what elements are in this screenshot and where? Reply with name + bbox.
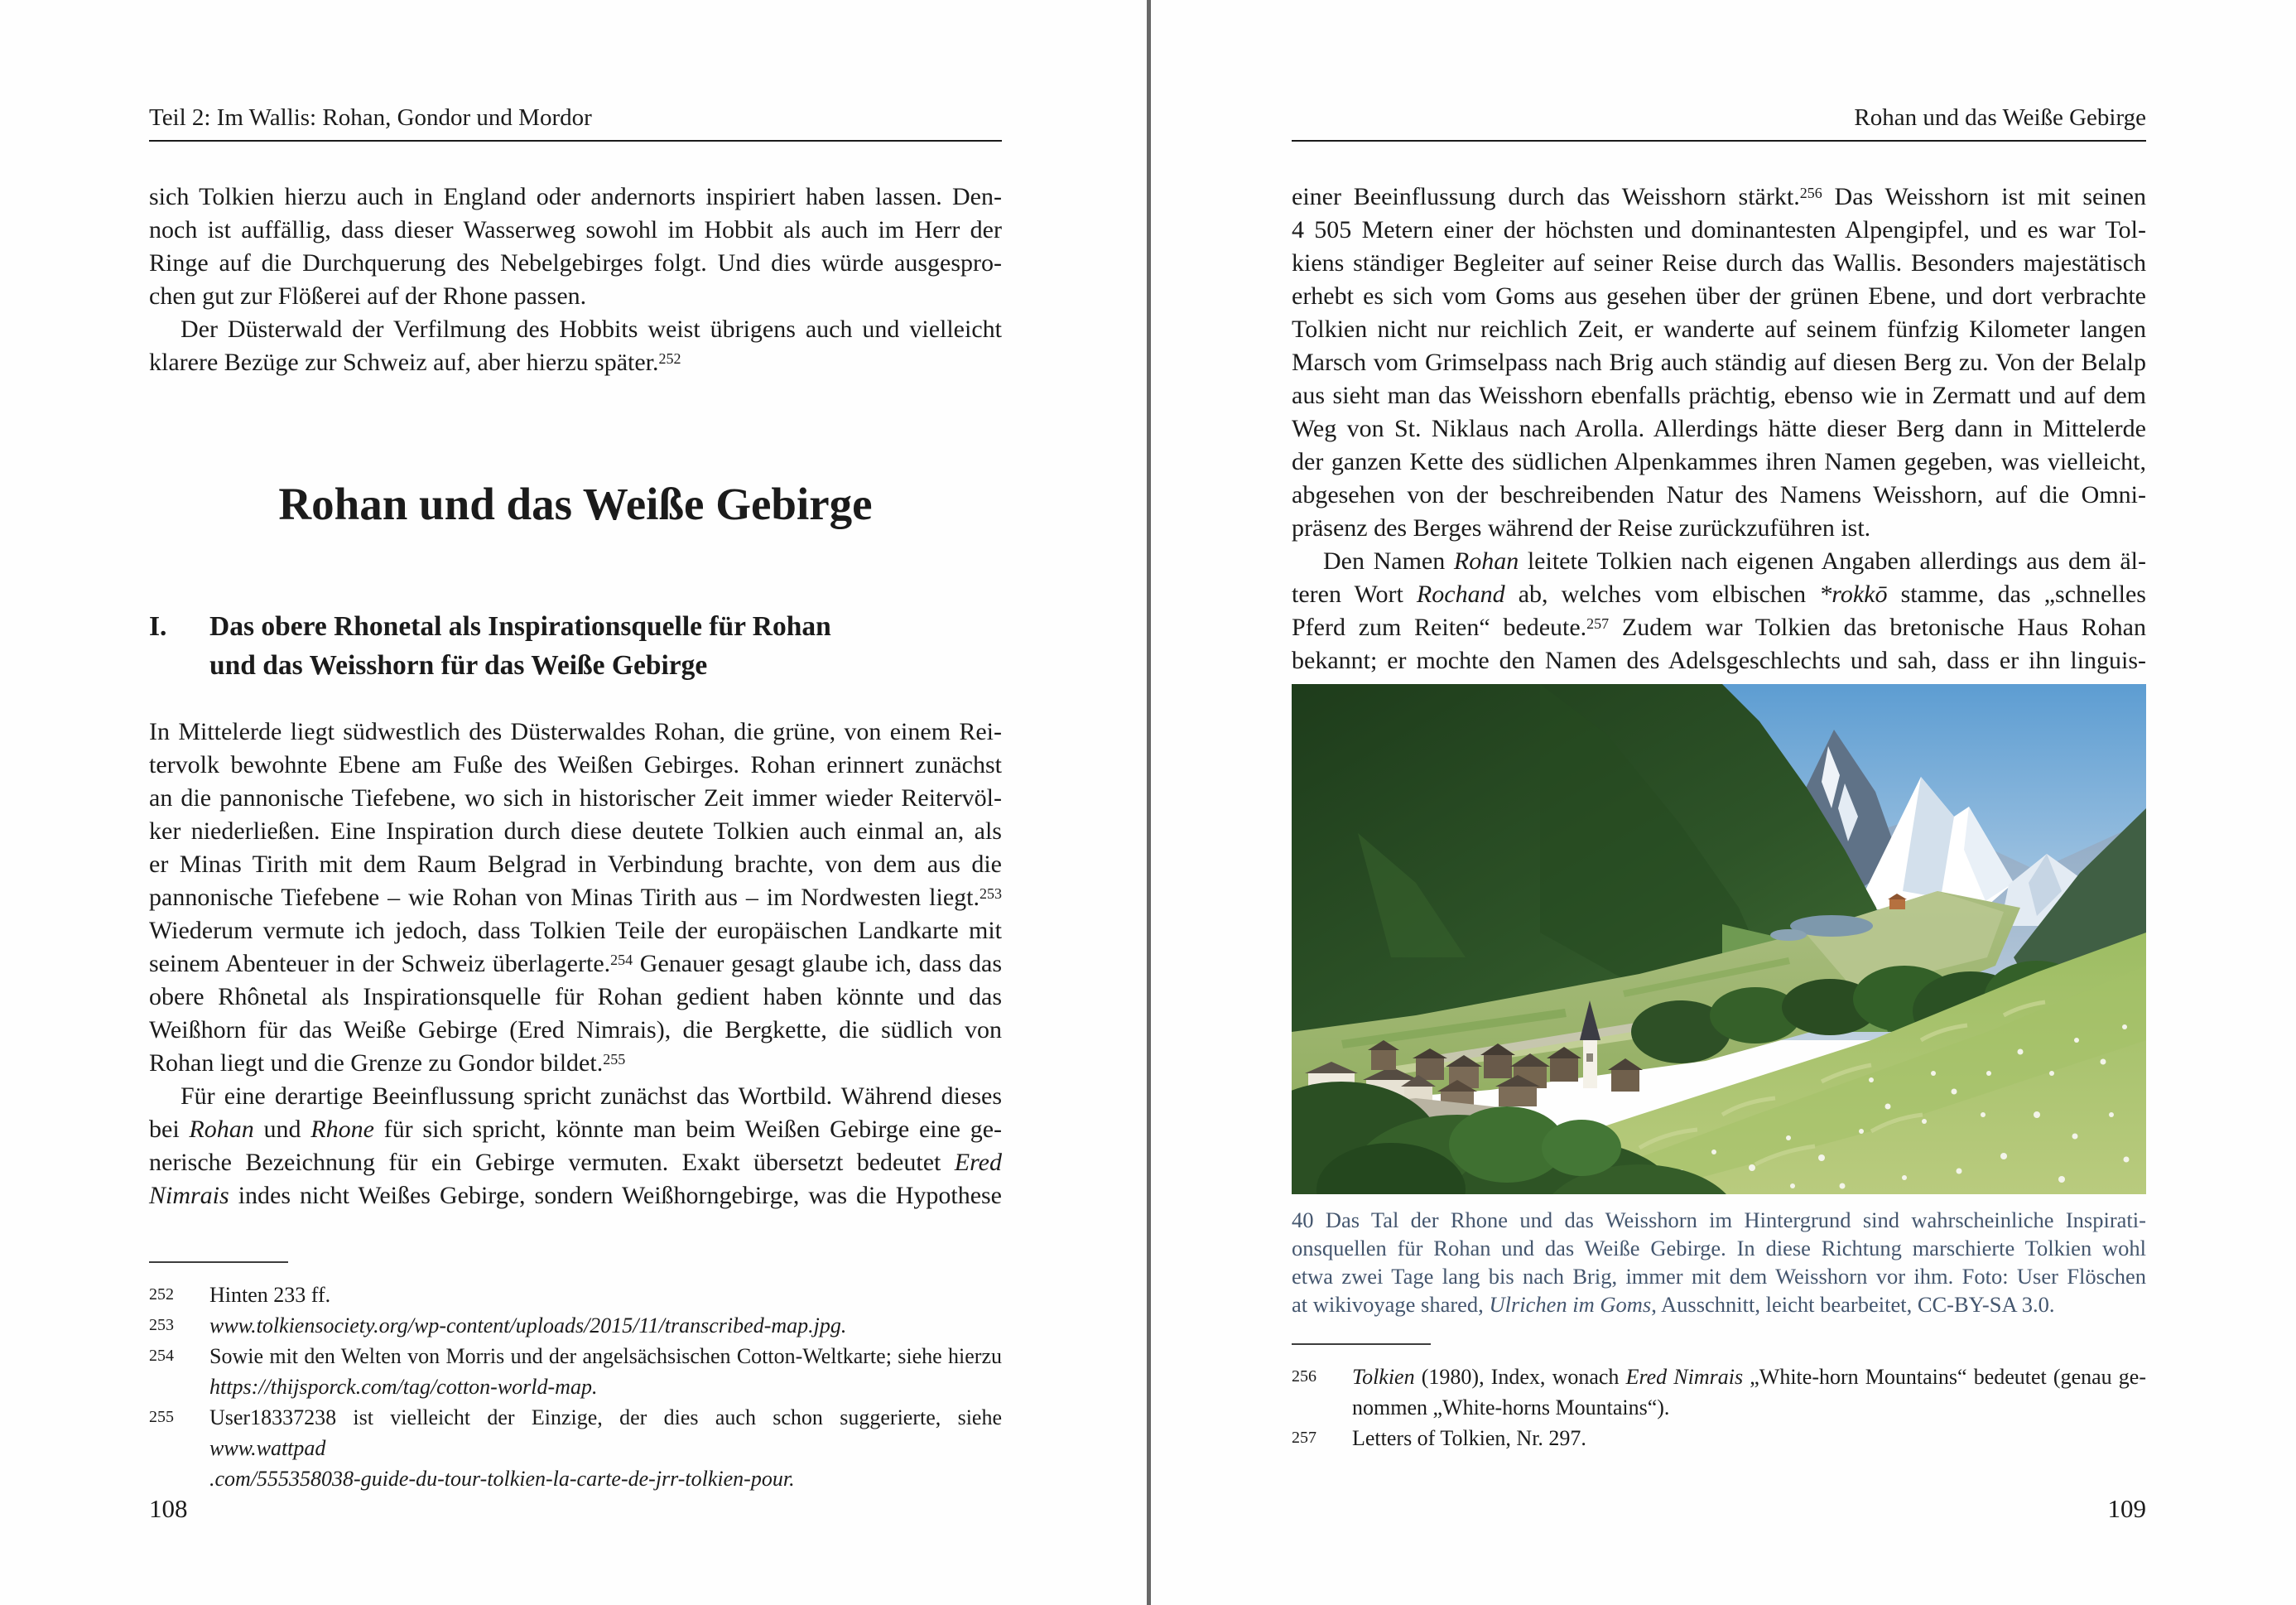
text-line: seinem Abenteuer in der Schweiz überlagerte.$^{254}$ Genauer gesagt glaube ich, dass das bbox=[149, 950, 1002, 977]
text-line: Weg von St. Niklaus nach Arolla. Allerdings hätte dieser Berg dann in Mittelerde bbox=[1292, 415, 2146, 442]
footnote-text bbox=[209, 1402, 1002, 1494]
section-heading bbox=[149, 607, 1002, 685]
text-line: pannonische Tiefebene – wie Rohan von Minas Tirith aus – im Nordwesten liegt.$^{253}$ bbox=[149, 884, 1002, 911]
text-line: Nimrais indes nicht Weißes Gebirge, sondern Weißhorngebirge, was die Hypothese bbox=[149, 1182, 1002, 1209]
text-line: www.tolkiensociety.org/wp-content/uploads/2015/11/transcribed-map.jpg. bbox=[209, 1313, 847, 1338]
text-line: noch ist auffällig, dass dieser Wasserweg sowohl im Hobbit als auch im Herr der bbox=[149, 216, 1002, 243]
footnote-item bbox=[149, 1402, 1002, 1494]
text-line: sich Tolkien hierzu auch in England oder andernorts inspiriert haben lassen. Den- bbox=[149, 183, 1002, 210]
text-line: abgesehen von der beschreibenden Natur des Namens Weisshorn, auf die Omni- bbox=[1292, 481, 2146, 508]
running-head-rule-left bbox=[149, 140, 1002, 142]
text-line: at wikivoyage shared, Ulrichen im Goms, Ausschnitt, leicht bearbeitet, CC-BY-SA 3.0. bbox=[1292, 1292, 2055, 1317]
text-line: bekannt; er mochte den Namen des Adelsgeschlechts und sah, dass er ihn linguis- bbox=[1292, 647, 2146, 674]
photo-caption bbox=[1292, 1206, 2146, 1318]
text-line: Hinten 233 ff. bbox=[209, 1283, 331, 1307]
text-line: Tolkien (1980), Index, wonach Ered Nimrais „White-horn Mountains“ bedeutet (genau ge- bbox=[1352, 1365, 2146, 1389]
footnotes-right bbox=[1292, 1362, 2146, 1453]
text-line: nerische Bezeichnung für ein Gebirge vermuten. Exakt übersetzt bedeutet Ered bbox=[149, 1149, 1002, 1176]
footnote-number: 255 bbox=[149, 1408, 174, 1426]
text-line: Letters of Tolkien, Nr. 297. bbox=[1352, 1426, 1586, 1450]
text-line: User18337238 ist vielleicht der Einzige, der dies auch schon suggerierte, siehe www.wattpad bbox=[209, 1405, 1002, 1460]
footnote-item bbox=[1292, 1362, 2146, 1423]
text-line: https://thijsporck.com/tag/cotton-world-map. bbox=[209, 1375, 598, 1399]
running-head-left: Teil 2: Im Wallis: Rohan, Gondor und Mordor bbox=[149, 104, 592, 131]
footnote-text bbox=[1352, 1362, 2146, 1423]
paragraph bbox=[149, 1080, 1002, 1212]
page-108 bbox=[149, 0, 1002, 1605]
text-line: obere Rhônetal als Inspirationsquelle für Rohan gedient haben könnte und das bbox=[149, 983, 1002, 1010]
footnote-item bbox=[149, 1280, 1002, 1310]
text-line: Pferd zum Reiten“ bedeute.$^{257}$ Zudem war Tolkien das bretonische Haus Rohan bbox=[1292, 614, 2146, 641]
text-line: klarere Bezüge zur Schweiz auf, aber hierzu später.$^{252}$ bbox=[149, 349, 681, 376]
text-line: Rohan liegt und die Grenze zu Gondor bildet.$^{255}$ bbox=[149, 1049, 626, 1077]
paragraph bbox=[1292, 545, 2146, 677]
text-line: Sowie mit den Welten von Morris und der angelsächsischen Cotton-Weltkarte; siehe hierzu bbox=[209, 1344, 1002, 1368]
paragraph bbox=[1292, 181, 2146, 545]
footnote-text bbox=[1352, 1423, 2146, 1453]
text-line: chen gut zur Flößerei auf der Rhone passen. bbox=[149, 282, 587, 310]
valley-photo-figure bbox=[1292, 684, 2146, 1194]
text-line: Weißhorn für das Weiße Gebirge (Ered Nimrais), die Bergkette, die südlich von bbox=[149, 1016, 1002, 1043]
text-line: onsquellen für Rohan und das Weiße Gebirge. In diese Richtung marschierte Tolkien wohl bbox=[1292, 1236, 2146, 1260]
text-line: Marsch vom Grimselpass nach Brig auch ständig auf diesen Berg zu. Von der Belalp bbox=[1292, 349, 2146, 376]
running-head-rule-right bbox=[1292, 140, 2146, 142]
footnote-text bbox=[209, 1341, 1002, 1402]
running-head-right: Rohan und das Weiße Gebirge bbox=[1854, 104, 2146, 131]
text-line: teren Wort Rochand ab, welches vom elbischen *rokkō stamme, das „schnelles bbox=[1292, 581, 2146, 608]
footnote-number: 252 bbox=[149, 1285, 174, 1304]
text-line: .com/555358038-guide-du-tour-tolkien-la-carte-de-jrr-tolkien-pour. bbox=[209, 1467, 795, 1491]
text-line: der ganzen Kette des südlichen Alpenkammes ihren Namen gegeben, was vielleicht, bbox=[1292, 448, 2146, 475]
text-line: kiens ständiger Begleiter auf seiner Reise durch das Wallis. Besonders majestätisch bbox=[1292, 249, 2146, 277]
footnote-rule bbox=[149, 1261, 288, 1263]
section-heading-line: und das Weisshorn für das Weiße Gebirge bbox=[209, 650, 708, 681]
paragraph bbox=[149, 716, 1002, 1080]
section-number: I. bbox=[149, 611, 167, 642]
footnote-rule bbox=[1292, 1343, 1431, 1345]
text-line: nommen „White-horns Mountains“). bbox=[1352, 1395, 1670, 1419]
text-line: Den Namen Rohan leitete Tolkien nach eigenen Angaben allerdings aus dem äl- bbox=[1323, 547, 2146, 575]
text-line: bei Rohan und Rhone für sich spricht, könnte man beim Weißen Gebirge eine ge- bbox=[149, 1116, 1002, 1143]
text-line: Ringe auf die Durchquerung des Nebelgebirges folgt. Und dies würde ausgespro- bbox=[149, 249, 1002, 277]
text-line: Tolkien nicht nur reichlich Zeit, er wanderte auf seinem fünfzig Kilometer langen bbox=[1292, 316, 2146, 343]
text-line: präsenz des Berges während der Reise zurückzuführen ist. bbox=[1292, 514, 1871, 542]
text-line: Wiederum vermute ich jedoch, dass Tolkien Teile der europäischen Landkarte mit bbox=[149, 917, 1002, 944]
valley-photo bbox=[1292, 684, 2146, 1194]
page-109 bbox=[1292, 0, 2146, 1605]
footnote-number: 254 bbox=[149, 1347, 174, 1365]
footnote-number: 253 bbox=[149, 1316, 174, 1334]
footnote-item bbox=[1292, 1423, 2146, 1453]
text-line: einer Beeinflussung durch das Weisshorn stärkt.$^{256}$ Das Weisshorn ist mit seinen bbox=[1292, 183, 2146, 210]
section-heading-text bbox=[209, 607, 1002, 685]
text-line: Für eine derartige Beeinflussung spricht zunächst das Wortbild. Während dieses bbox=[181, 1082, 1002, 1110]
text-line: 40 Das Tal der Rhone und das Weisshorn im Hintergrund sind wahrscheinliche Inspirati- bbox=[1292, 1207, 2146, 1232]
footnote-item bbox=[149, 1310, 1002, 1341]
text-line: etwa zwei Tage lang bis nach Brig, immer mit dem Weisshorn vor ihm. Foto: User Flöschen bbox=[1292, 1264, 2146, 1289]
text-line: In Mittelerde liegt südwestlich des Düsterwaldes Rohan, die grüne, von einem Rei- bbox=[149, 718, 1002, 745]
footnote-text bbox=[209, 1310, 1002, 1341]
text-line: er Minas Tirith mit dem Raum Belgrad in Verbindung brachte, von dem aus die bbox=[149, 851, 1002, 878]
page-number: 109 bbox=[2107, 1494, 2146, 1523]
text-line: 4 505 Metern einer der höchsten und dominantesten Alpengipfel, und es war Tol- bbox=[1292, 216, 2146, 243]
page-divider bbox=[1147, 0, 1151, 1605]
footnote-number: 257 bbox=[1292, 1429, 1316, 1447]
footnote-number: 256 bbox=[1292, 1367, 1316, 1386]
footnote-text bbox=[209, 1280, 1002, 1310]
section-heading-line: Das obere Rhonetal als Inspirationsquelle für Rohan bbox=[209, 611, 831, 642]
text-line: tervolk bewohnte Ebene am Fuße des Weißen Gebirges. Rohan erinnert zunächst bbox=[149, 751, 1002, 778]
footnote-item bbox=[149, 1341, 1002, 1402]
footnotes-left bbox=[149, 1280, 1002, 1494]
text-line: Der Düsterwald der Verfilmung des Hobbits weist übrigens auch und vielleicht bbox=[181, 316, 1002, 343]
text-line: ker niederließen. Eine Inspiration durch diese deutete Tolkien auch einmal an, als bbox=[149, 817, 1002, 845]
page-number: 108 bbox=[149, 1494, 188, 1523]
text-line: an die pannonische Tiefebene, wo sich in historischer Zeit immer wieder Reitervöl- bbox=[149, 784, 1002, 812]
text-line: erhebt es sich vom Goms aus gesehen über der grünen Ebene, und dort verbrachte bbox=[1292, 282, 2146, 310]
paragraph bbox=[149, 181, 1002, 379]
chapter-title: Rohan und das Weiße Gebirge bbox=[278, 479, 873, 529]
text-line: aus sieht man das Weisshorn ebenfalls prächtig, ebenso wie in Zermatt und auf dem bbox=[1292, 382, 2146, 409]
